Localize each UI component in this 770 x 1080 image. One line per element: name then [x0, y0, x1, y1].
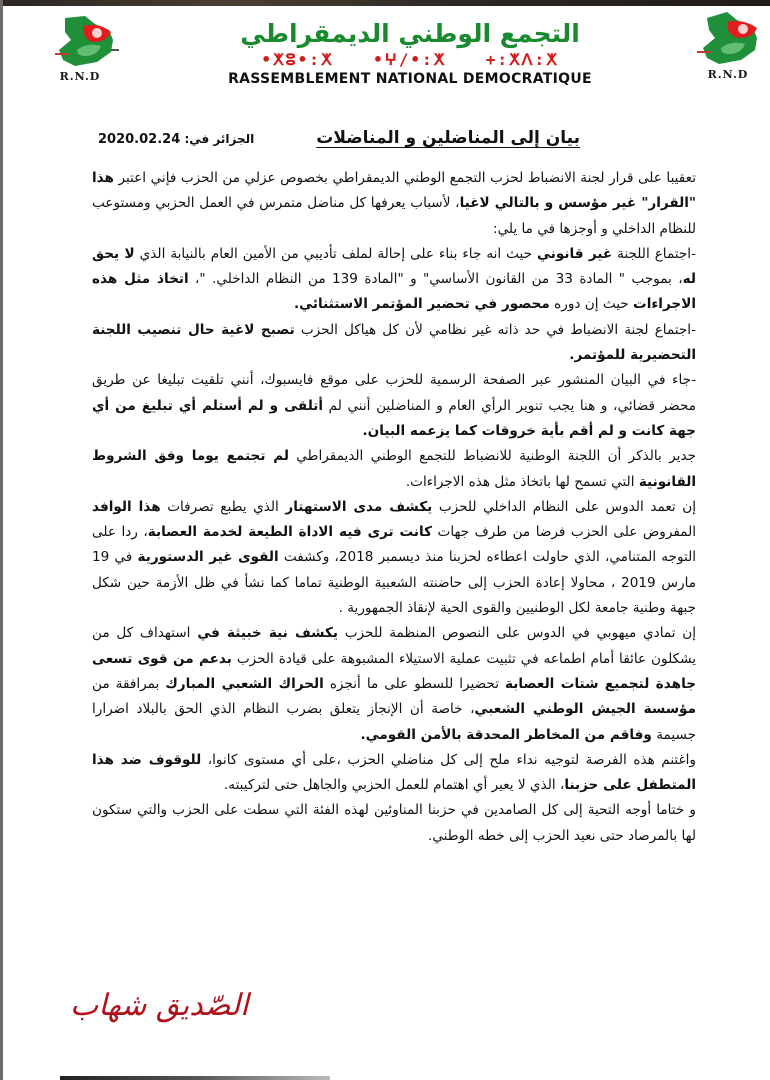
rnd-emblem-icon	[665, 8, 770, 68]
body-text-segment: المفروض على الحزب فرضا من طرف جهات	[432, 524, 696, 541]
bold-text: كانت ترى فيه الاداة الطيعة لخدمة العصابة	[147, 524, 433, 541]
body-paragraph	[92, 444, 696, 495]
body-paragraph	[92, 242, 696, 318]
title-row	[90, 128, 700, 152]
body-text-segment: ، بموجب " المادة 33 من القانون الأساسي" و "المادة 139 من النظام الداخلي. "،	[188, 271, 683, 288]
body-text-segment: ، ردا على التوجه المتنامي، الذي حاولت اعطاءه لحزبنا منذ ديسمبر 2018، وكشفت	[92, 524, 696, 566]
logo-right-label: R.N.D	[707, 68, 749, 81]
body-paragraph	[92, 748, 696, 799]
bold-text: القوى غير الدستورية	[137, 549, 279, 566]
document-title: بيان إلى المناضلين و المناضلات	[316, 128, 580, 148]
body-text-segment: حيث إن دوره	[549, 296, 634, 313]
bold-text: لم تجتمع يوما وفق الشروط القانونية	[92, 448, 696, 490]
body-text-segment: ، خاصة أن الإنجاز يتعلق بضرب النظام الذي الحق بالبلاد اضرارا جسيمة	[92, 701, 696, 743]
bold-text: يكشف نية خبيثة في	[197, 625, 338, 642]
body-paragraph	[92, 318, 696, 369]
body-text-segment: تعقيبا على قرار لجنة الانضباط لحزب التجمع الوطني الديمقراطي بخصوص عزلي من الحزب فإني اعتبر	[113, 170, 696, 186]
body-text-segment: حيث انه جاء بناء على إحالة لملف تأديبي من الأمين العام بالنيابة الذي	[134, 245, 537, 262]
body-text-segment: -جاء في البيان المنشور عبر الصفحة الرسمية للحزب على موقع فايسبوك، أنني تلقيت تبليغا عن طريق محضر قضائي، و هنا يجب تنوير الرأي العام و المناضلين أنني لم	[92, 372, 696, 414]
body-text-segment: واغتنم هذه الفرصة لتوجيه نداء ملح إلى كل مناضلي الحزب ،على أي مستوى كانوا،	[201, 751, 696, 768]
body-text-segment: ، لأسباب يعرفها كل مناضل متمرس في العمل الحزبي ومستوعب للنظام الداخلي و أوجزها في ما يلي:	[92, 195, 696, 237]
bold-text: اتخاذ مثل هذه الاجراءات	[92, 271, 696, 313]
body-text-segment: التي تسمح لها باتخاذ مثل هذه الاجراءات.	[405, 473, 639, 490]
body-paragraph	[92, 798, 696, 849]
body-paragraph	[92, 495, 696, 621]
body-text-segment: إن تمادي ميهوبي في الدوس على النصوص المنظمة للحزب	[338, 625, 696, 642]
body-text-segment: إن تعمد الدوس على النظام الداخلي للحزب	[432, 498, 696, 515]
body-text-segment: تحضيرا للسطو على ما أنجزه	[323, 675, 506, 692]
party-logo-left	[25, 10, 135, 90]
body-text-segment: -اجتماع اللجنة	[612, 245, 696, 262]
body-paragraph	[92, 166, 696, 242]
body-paragraph	[92, 621, 696, 747]
rnd-emblem-icon	[25, 10, 135, 70]
body-paragraph	[92, 368, 696, 444]
document-body	[92, 166, 696, 849]
bold-text: هذا "القرار" غير مؤسس و بالتالي لاغيا	[92, 170, 697, 212]
party-name-french: RASSEMBLEMENT NATIONAL DEMOCRATIQUE	[228, 71, 592, 87]
date-label: الجزائر في:	[184, 132, 255, 146]
body-text-segment: -اجتماع لجنة الانضباط في حد ذاته غير نظامي لأن كل هياكل الحزب	[294, 321, 696, 338]
body-text-segment: جدير بالذكر أن اللجنة الوطنية للانضباط للتجمع الوطني الديمقراطي	[288, 448, 696, 465]
body-text-segment: و ختاما أوجه التحية إلى كل الصامدين في حزبنا المناوئين لهذه الفئة التي سطت على الحزب والتي ستكون لها بالمرصاد حتى نعيد الحزب إلى خطه الوطني.	[92, 802, 696, 844]
bold-text: لا يحق له	[92, 245, 696, 288]
document-date	[98, 132, 254, 147]
letterhead	[200, 18, 620, 88]
bold-text: الحراك الشعبي المبارك	[165, 675, 324, 692]
bold-text: هذا الوافد	[92, 498, 161, 515]
body-text-segment: استهداف كل من يشكلون عائقا أمام اطماعه في تثبيت عملية الاستيلاء المشبوهة على قيادة الحزب	[92, 625, 696, 667]
bold-text: وفاقم من المخاطر المحدقة بالأمن القومي.	[360, 726, 652, 743]
body-text-segment: ، الذي لا يعير أي اهتمام للعمل الحزبي والجاهل حتى لتركيبته.	[223, 777, 565, 794]
bold-text: بدعم من قوى تسعى جاهدة لتجميع شتات العصابة	[92, 650, 696, 692]
body-text-segment: بمرافقة من	[92, 675, 166, 692]
bold-text: محصور في تحضير المؤتمر الاستثنائي.	[293, 296, 550, 313]
photo-bottom-edge	[60, 1076, 330, 1080]
bold-text: مؤسسة الجيش الوطني الشعبي	[474, 701, 696, 718]
body-text-segment: في 19 مارس 2019 ، محاولا إعادة الحزب إلى حاضنته الشعبية الوطنية تماما كما نشأ في ظل الأزمة حين شكل جبهة وطنية جامعة لكل الوطنيين والقوى الحية لإنقاذ الجمهورية .	[92, 549, 697, 617]
bold-text: للوقوف ضد هذا المتطفل على حزبنا	[92, 751, 696, 794]
bold-text: غير قانوني	[536, 245, 613, 262]
signature: الصّديق شهاب	[70, 988, 249, 1023]
body-text-segment: الذي يطبع تصرفات	[160, 498, 286, 515]
bold-text: يكشف مدى الاستهتار	[285, 498, 433, 515]
logo-left-label: R.N.D	[59, 70, 101, 83]
party-name-arabic: التجمع الوطني الديمقراطي	[240, 19, 580, 48]
bold-text: أتلقى و لم أستلم أي تبليغ من أي جهة كانت و لم أقم بأية خروقات كما يزعمه البيان.	[92, 397, 696, 439]
party-name-tifinagh: •ⵅⵓ•:ⵅ •ⵖ/•:ⵅ +:ⵅⴷ:ⵅ	[261, 50, 559, 69]
photo-top-edge	[0, 0, 770, 6]
date-value: 2020.02.24	[98, 132, 181, 147]
photo-left-edge	[0, 0, 3, 1080]
bold-text: تصبح لاغية حال تنصيب اللجنة التحضيرية للمؤتمر.	[92, 321, 696, 364]
party-logo-right	[665, 8, 770, 88]
